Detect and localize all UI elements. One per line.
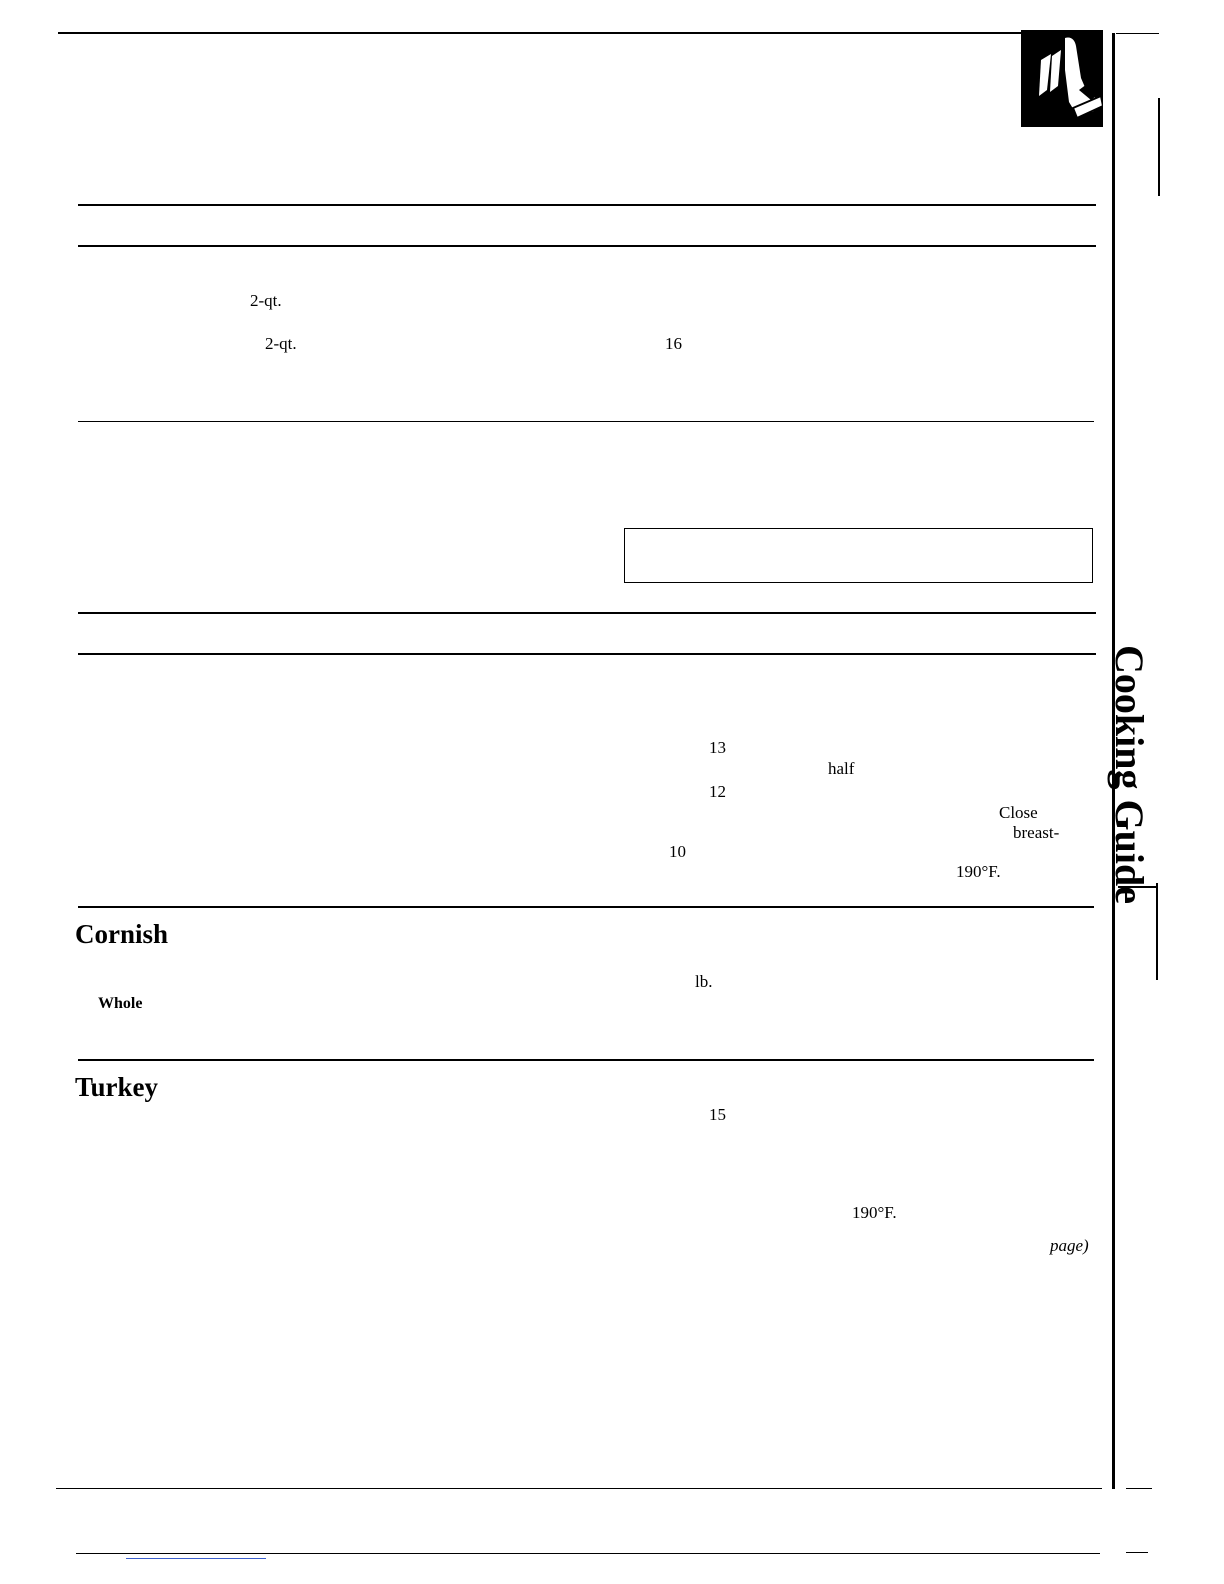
table-rule-6 (78, 906, 1094, 908)
table-rule-7 (78, 1059, 1094, 1061)
table-rule-2 (78, 245, 1096, 247)
footer-rule (76, 1553, 1100, 1554)
table-rule-3 (78, 421, 1094, 422)
time-value-15: 15 (709, 1105, 726, 1124)
temperature-1: 190°F. (956, 862, 1001, 881)
top-rule-right (1116, 33, 1159, 34)
cornish-heading: Cornish (75, 919, 169, 949)
footer-link-underline (126, 1558, 266, 1559)
section-tab-cooking-guide: Cooking Guide (1107, 645, 1152, 904)
word-breast: breast- (1013, 823, 1060, 842)
note-box (624, 528, 1093, 583)
time-value-16: 16 (665, 334, 682, 353)
hand-pressing-button-icon (1021, 30, 1103, 127)
margin-bar-middle (1156, 883, 1158, 980)
margin-bar-top (1158, 98, 1160, 196)
table-rule-4 (78, 612, 1096, 614)
footer-rule-right (1126, 1552, 1148, 1553)
temperature-2: 190°F. (852, 1203, 897, 1222)
top-rule (58, 32, 1102, 34)
table-rule-5 (78, 653, 1096, 655)
bottom-rule (56, 1488, 1102, 1489)
continued-note: page) (1050, 1236, 1089, 1255)
container-size-2: 2-qt. (265, 334, 297, 353)
bottom-rule-right (1126, 1488, 1152, 1489)
container-size-1: 2-qt. (250, 291, 282, 310)
table-rule-1 (78, 204, 1096, 206)
word-close: Close (999, 803, 1038, 822)
word-half: half (828, 759, 855, 778)
turkey-heading: Turkey (75, 1072, 159, 1102)
time-value-13: 13 (709, 738, 726, 757)
cornish-whole-label: Whole (98, 995, 143, 1012)
time-value-10: 10 (669, 842, 686, 861)
cornish-weight-unit: lb. (695, 972, 713, 991)
time-value-12: 12 (709, 782, 726, 801)
